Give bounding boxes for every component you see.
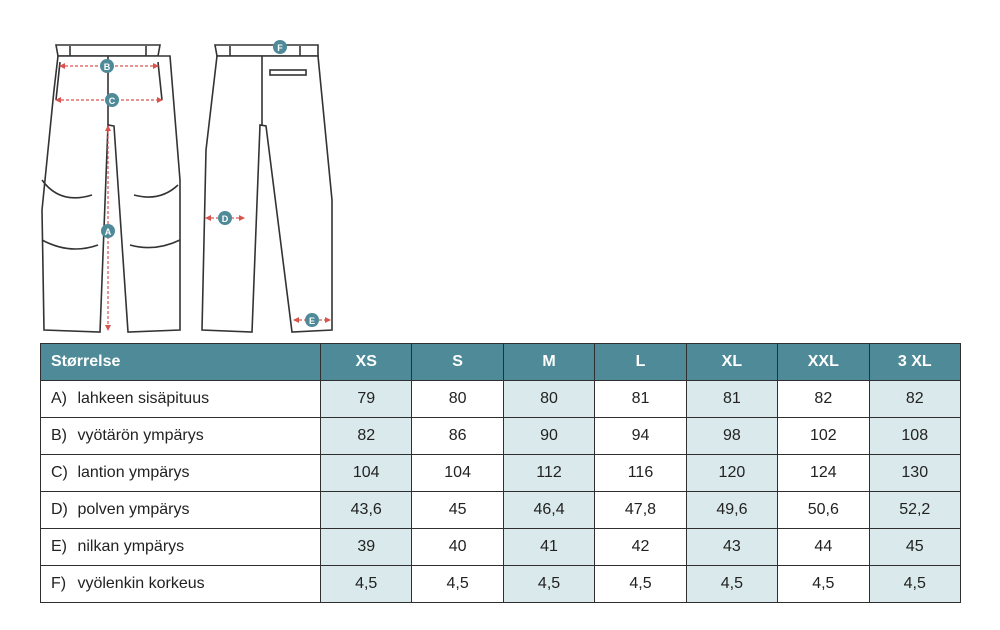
table-cell: 86 bbox=[412, 418, 503, 455]
table-cell: 43 bbox=[686, 529, 777, 566]
table-cell: 81 bbox=[686, 381, 777, 418]
table-cell: 124 bbox=[778, 455, 869, 492]
table-cell: 40 bbox=[412, 529, 503, 566]
row-label bbox=[41, 418, 321, 455]
table-cell: 43,6 bbox=[321, 492, 412, 529]
size-m-header: M bbox=[503, 344, 594, 381]
table-row bbox=[41, 381, 961, 418]
table-cell: 104 bbox=[321, 455, 412, 492]
table-cell: 45 bbox=[869, 529, 960, 566]
row-letter: E) bbox=[51, 538, 67, 555]
table-cell: 81 bbox=[595, 381, 686, 418]
table-cell: 108 bbox=[869, 418, 960, 455]
row-letter: D) bbox=[51, 501, 68, 518]
table-cell: 42 bbox=[595, 529, 686, 566]
row-name: polven ympärys bbox=[77, 501, 190, 518]
row-label bbox=[41, 566, 321, 603]
size-chart-table bbox=[40, 343, 961, 603]
table-cell: 80 bbox=[503, 381, 594, 418]
row-letter: A) bbox=[51, 390, 67, 407]
table-cell: 4,5 bbox=[412, 566, 503, 603]
table-row bbox=[41, 566, 961, 603]
row-letter: F) bbox=[51, 575, 67, 592]
row-letter: B) bbox=[51, 427, 67, 444]
table-cell: 45 bbox=[412, 492, 503, 529]
size-xxl-header: XXL bbox=[778, 344, 869, 381]
table-row bbox=[41, 455, 961, 492]
table-cell: 4,5 bbox=[595, 566, 686, 603]
table-cell: 52,2 bbox=[869, 492, 960, 529]
table-cell: 116 bbox=[595, 455, 686, 492]
row-name: vyölenkin korkeus bbox=[77, 575, 205, 592]
size-xs-header: XS bbox=[321, 344, 412, 381]
pants-back-view bbox=[202, 45, 332, 332]
table-row bbox=[41, 492, 961, 529]
table-cell: 82 bbox=[321, 418, 412, 455]
table-cell: 82 bbox=[869, 381, 960, 418]
row-label bbox=[41, 455, 321, 492]
table-cell: 130 bbox=[869, 455, 960, 492]
size-s-header: S bbox=[412, 344, 503, 381]
size-header-row bbox=[41, 344, 961, 381]
table-row bbox=[41, 529, 961, 566]
table-cell: 90 bbox=[503, 418, 594, 455]
table-cell: 4,5 bbox=[321, 566, 412, 603]
size-l-header: L bbox=[595, 344, 686, 381]
table-cell: 120 bbox=[686, 455, 777, 492]
svg-text:D: D bbox=[221, 214, 229, 224]
marker-a bbox=[101, 224, 115, 238]
svg-text:A: A bbox=[104, 227, 112, 237]
table-cell: 47,8 bbox=[595, 492, 686, 529]
table-cell: 79 bbox=[321, 381, 412, 418]
svg-text:E: E bbox=[308, 316, 316, 326]
size-xl-header: XL bbox=[686, 344, 777, 381]
size-3xl-header: 3 XL bbox=[869, 344, 960, 381]
table-cell: 82 bbox=[778, 381, 869, 418]
row-name: vyötärön ympärys bbox=[77, 427, 204, 444]
table-cell: 98 bbox=[686, 418, 777, 455]
svg-text:F: F bbox=[277, 43, 283, 53]
size-header-label: Størrelse bbox=[41, 344, 321, 381]
table-cell: 41 bbox=[503, 529, 594, 566]
pants-front-view bbox=[42, 45, 180, 332]
table-cell: 104 bbox=[412, 455, 503, 492]
table-cell: 4,5 bbox=[869, 566, 960, 603]
table-cell: 4,5 bbox=[686, 566, 777, 603]
marker-c bbox=[105, 93, 119, 107]
table-cell: 44 bbox=[778, 529, 869, 566]
table-cell: 102 bbox=[778, 418, 869, 455]
marker-f bbox=[273, 40, 287, 54]
pants-measurement-diagram bbox=[30, 30, 350, 340]
marker-e bbox=[305, 313, 319, 327]
table-row bbox=[41, 418, 961, 455]
table-cell: 4,5 bbox=[503, 566, 594, 603]
table-cell: 46,4 bbox=[503, 492, 594, 529]
table-cell: 50,6 bbox=[778, 492, 869, 529]
table-cell: 4,5 bbox=[778, 566, 869, 603]
svg-text:B: B bbox=[103, 62, 111, 72]
row-letter: C) bbox=[51, 464, 68, 481]
svg-text:C: C bbox=[108, 96, 116, 106]
row-name: nilkan ympärys bbox=[77, 538, 185, 555]
row-label bbox=[41, 492, 321, 529]
marker-d bbox=[218, 211, 232, 225]
row-name: lantion ympärys bbox=[77, 464, 190, 481]
table-cell: 39 bbox=[321, 529, 412, 566]
row-name: lahkeen sisäpituus bbox=[77, 390, 210, 407]
table-cell: 80 bbox=[412, 381, 503, 418]
table-cell: 94 bbox=[595, 418, 686, 455]
marker-b bbox=[100, 59, 114, 73]
row-label bbox=[41, 529, 321, 566]
row-label bbox=[41, 381, 321, 418]
table-cell: 112 bbox=[503, 455, 594, 492]
table-cell: 49,6 bbox=[686, 492, 777, 529]
